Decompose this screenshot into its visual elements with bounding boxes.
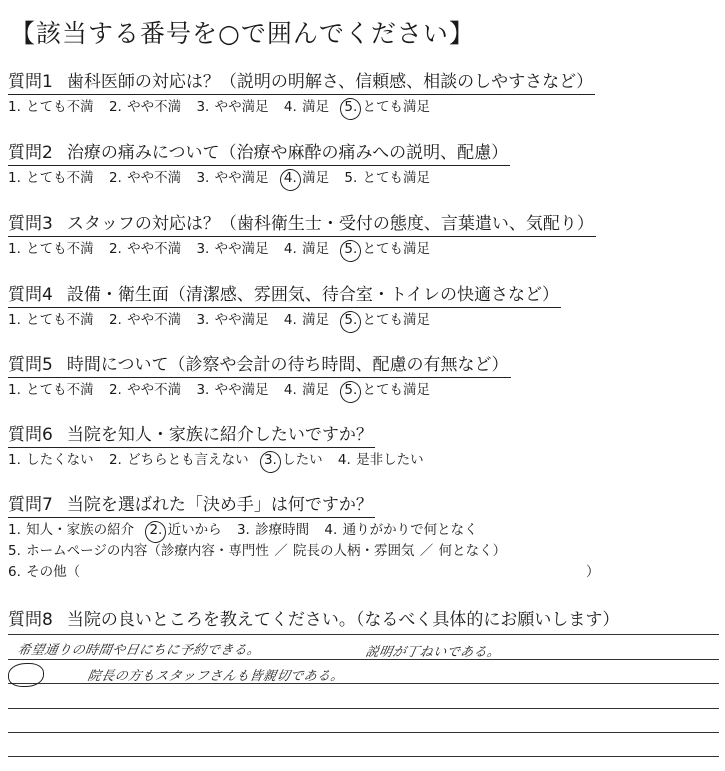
question-2 bbox=[8, 141, 510, 189]
option-3[interactable]: 3. やや満足 bbox=[196, 382, 269, 398]
option-2[interactable]: 2. やや不満 bbox=[108, 170, 182, 186]
answer-options bbox=[8, 450, 434, 471]
option-3-circled[interactable]: 3. したい bbox=[263, 452, 323, 468]
page-title: 【該当する番号を○で囲んでください】 bbox=[10, 19, 475, 48]
answer-options bbox=[8, 520, 719, 583]
option-3[interactable]: 3. やや満足 bbox=[196, 99, 269, 115]
handwritten-circle-mark bbox=[8, 663, 44, 687]
option-6-other[interactable]: 6. その他（ bbox=[8, 564, 81, 580]
option-4[interactable]: 4. 是非したい bbox=[337, 452, 424, 468]
question-text: 当院を知人・家族に紹介したいですか？ bbox=[66, 425, 373, 445]
option-5-circled[interactable]: 5. とても満足 bbox=[344, 312, 431, 328]
option-1[interactable]: 1. とても不満 bbox=[8, 312, 94, 328]
options-line-3 bbox=[8, 562, 719, 583]
option-2[interactable]: 2. やや不満 bbox=[108, 99, 182, 115]
option-4-circled[interactable]: 4. 満足 bbox=[283, 170, 330, 186]
question-text: スタッフの対応は？（歯科衛生士・受付の態度、言葉遣い、気配り） bbox=[66, 214, 594, 234]
answer-options bbox=[8, 97, 595, 118]
option-2[interactable]: 2. やや不満 bbox=[108, 312, 182, 328]
option-3[interactable]: 3. やや満足 bbox=[196, 241, 269, 257]
option-4[interactable]: 4. 満足 bbox=[283, 312, 330, 328]
answer-line bbox=[8, 708, 719, 709]
option-2[interactable]: 2. やや不満 bbox=[108, 241, 182, 257]
question-number: 質問7 bbox=[8, 495, 53, 515]
option-1[interactable]: 1. とても不満 bbox=[8, 241, 94, 257]
option-2-circled[interactable]: 2. 近いから bbox=[149, 522, 222, 538]
option-1[interactable]: 1. とても不満 bbox=[8, 170, 94, 186]
question-heading bbox=[8, 283, 561, 308]
question-3 bbox=[8, 212, 596, 260]
answer-options bbox=[8, 310, 561, 331]
question-number: 質問2 bbox=[8, 143, 53, 163]
option-4[interactable]: 4. 満足 bbox=[283, 99, 330, 115]
option-1[interactable]: 1. したくない bbox=[8, 452, 94, 468]
option-3[interactable]: 3. やや満足 bbox=[196, 170, 269, 186]
question-number: 質問6 bbox=[8, 425, 53, 445]
question-text: 当院の良いところを教えてください。（なるべく具体的にお願いします） bbox=[66, 610, 620, 630]
option-5[interactable]: 5. とても満足 bbox=[344, 170, 431, 186]
handwritten-answer-2: 説明が丁ねいである。 bbox=[364, 645, 502, 660]
question-text: 当院を選ばれた「決め手」は何ですか？ bbox=[66, 495, 373, 515]
option-2[interactable]: 2. どちらとも言えない bbox=[108, 452, 249, 468]
question-heading bbox=[8, 353, 511, 378]
question-text: 時間について（診察や会計の待ち時間、配慮の有無など） bbox=[66, 355, 509, 375]
question-text: 歯科医師の対応は？（説明の明解さ、信頼感、相談のしやすさなど） bbox=[66, 72, 594, 92]
question-number: 質問1 bbox=[8, 72, 53, 92]
option-2[interactable]: 2. やや不満 bbox=[108, 382, 182, 398]
question-heading bbox=[8, 493, 375, 518]
option-5[interactable]: 5. ホームページの内容（診療内容・専門性 ／ 院長の人柄・雰囲気 ／ 何となく） bbox=[8, 543, 507, 559]
question-8 bbox=[8, 608, 621, 632]
question-text: 治療の痛みについて（治療や麻酔の痛みへの説明、配慮） bbox=[66, 143, 509, 163]
question-heading bbox=[8, 423, 375, 448]
option-4[interactable]: 4. 満足 bbox=[283, 241, 330, 257]
question-7 bbox=[8, 493, 719, 583]
question-number: 質問5 bbox=[8, 355, 53, 375]
question-heading bbox=[8, 141, 510, 166]
option-3[interactable]: 3. 診療時間 bbox=[236, 522, 310, 538]
answer-line bbox=[8, 634, 719, 635]
option-1[interactable]: 1. 知人・家族の紹介 bbox=[8, 522, 135, 538]
option-1[interactable]: 1. とても不満 bbox=[8, 99, 94, 115]
question-number: 質問3 bbox=[8, 214, 53, 234]
question-number: 質問8 bbox=[8, 610, 53, 630]
other-close-paren: ） bbox=[586, 564, 600, 580]
question-heading bbox=[8, 212, 596, 237]
option-4[interactable]: 4. 満足 bbox=[283, 382, 330, 398]
answer-line bbox=[8, 756, 719, 757]
answer-options bbox=[8, 380, 511, 401]
question-text: 設備・衛生面（清潔感、雰囲気、待合室・トイレの快適さなど） bbox=[66, 285, 559, 305]
question-5 bbox=[8, 353, 511, 401]
option-5-circled[interactable]: 5. とても満足 bbox=[344, 241, 431, 257]
handwritten-answer-3: 院長の方もスタッフさんも皆親切である。 bbox=[86, 669, 346, 684]
answer-options bbox=[8, 168, 510, 189]
handwritten-answer-1: 希望通りの時間や日にちに予約できる。 bbox=[16, 643, 262, 658]
option-5-circled[interactable]: 5. とても満足 bbox=[344, 99, 431, 115]
option-1[interactable]: 1. とても不満 bbox=[8, 382, 94, 398]
option-4[interactable]: 4. 通りがかりで何となく bbox=[324, 522, 478, 538]
question-6 bbox=[8, 423, 434, 471]
question-4 bbox=[8, 283, 561, 331]
answer-line bbox=[8, 732, 719, 733]
question-1 bbox=[8, 70, 595, 118]
answer-options bbox=[8, 239, 596, 260]
question-heading bbox=[8, 70, 595, 95]
question-number: 質問4 bbox=[8, 285, 53, 305]
option-5-circled[interactable]: 5. とても満足 bbox=[344, 382, 431, 398]
option-3[interactable]: 3. やや満足 bbox=[196, 312, 269, 328]
options-line-1 bbox=[8, 520, 719, 541]
question-heading bbox=[8, 608, 621, 632]
